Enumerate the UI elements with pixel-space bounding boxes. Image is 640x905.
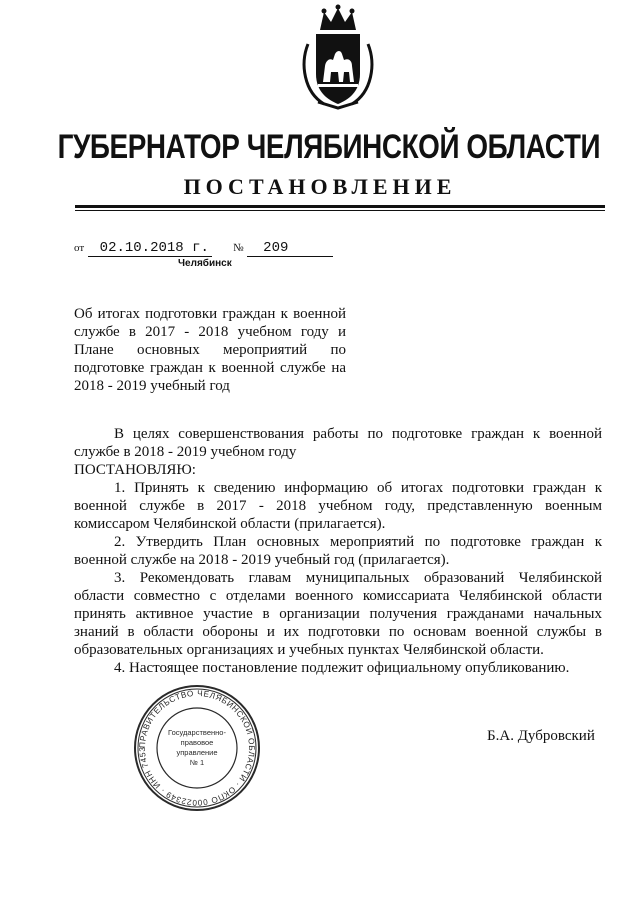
stamp-line-2: правовое: [180, 738, 214, 747]
document-body: [74, 425, 602, 677]
item-1: 1. Принять к сведению информацию об итогах подготовки граждан к военной службе в 2017 - 2018 учебном году, представленную военным комиссаром Челябинской области (прилагается).: [74, 480, 602, 532]
date-prefix: от: [74, 242, 85, 254]
item-3: 3. Рекомендовать главам муниципальных образований Челябинской области совместно с отделами военного комиссариата Челябинской области принять активное участие в организации получения гражданами начальных знаний в области обороны и их подготовки по основам военной службы в образовательных организациях и учебных пунктах Челябинской области.: [74, 570, 602, 658]
item-2: 2. Утвердить План основных мероприятий по подготовке граждан к военной службе на 2018 - 2019 учебный год (прилагается).: [74, 534, 602, 568]
date-number-line: [74, 240, 333, 260]
document-date: 02.10.2018 г.: [88, 240, 212, 257]
coat-of-arms-icon: [298, 4, 378, 112]
item-4: 4. Настоящее постановление подлежит официальному опубликованию.: [114, 660, 570, 676]
resolve-heading: ПОСТАНОВЛЯЮ:: [74, 462, 196, 478]
document-subject: Об итогах подготовки граждан к военной службе в 2017 - 2018 учебном году и Плане основных мероприятий по подготовке граждан к военной службе на 2018 - 2019 учебный год: [74, 306, 346, 394]
stamp-line-3: управление: [176, 748, 218, 757]
signatory-name: Б.А. Дубровский: [487, 728, 595, 744]
stamp-ring-text: ПРАВИТЕЛЬСТВО ЧЕЛЯБИНСКОЙ ОБЛАСТИ · ОКПО 00022349 · ИНН 7453: [137, 688, 257, 808]
number-prefix: №: [233, 242, 244, 254]
header-divider-thick: [75, 205, 605, 208]
preamble: В целях совершенствования работы по подготовке граждан к военной службе в 2018 - 2019 учебном году: [74, 426, 602, 460]
document-number: 209: [247, 240, 333, 257]
header-divider-thin: [75, 210, 605, 211]
stamp-line-4: № 1: [189, 758, 205, 767]
official-stamp: [122, 683, 272, 813]
city-label: Челябинск: [178, 258, 232, 269]
page-title: ГУБЕРНАТОР ЧЕЛЯБИНСКОЙ ОБЛАСТИ: [57, 128, 601, 166]
stamp-line-1: Государственно-: [168, 728, 226, 737]
document-type: ПОСТАНОВЛЕНИЕ: [183, 174, 457, 199]
